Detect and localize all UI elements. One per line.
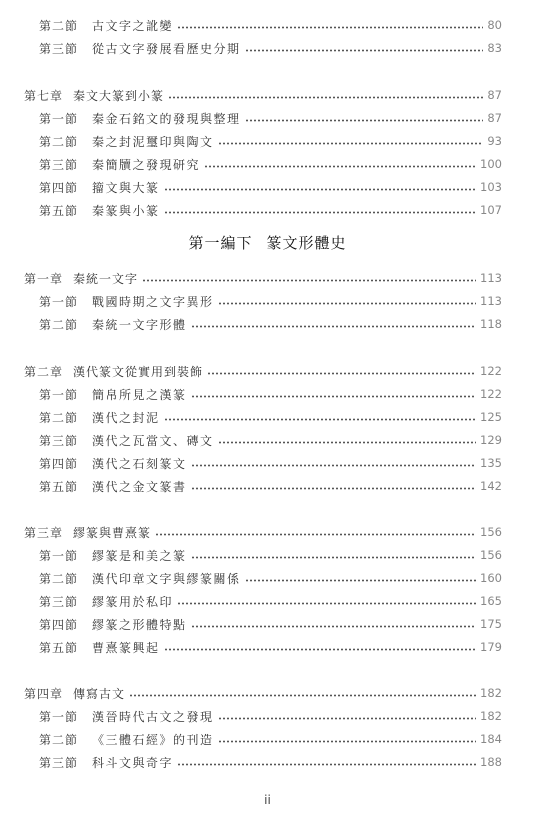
toc-section-entry (39, 407, 502, 427)
toc-entry-page-number: 179 (480, 640, 502, 654)
toc-entry-page-number: 80 (487, 18, 502, 32)
toc-section-entry (39, 752, 502, 772)
toc-entry-number: 第二節 (39, 134, 79, 149)
toc-entry-page-number: 87 (487, 88, 502, 102)
toc-entry-title: 古文字之訛變 (92, 18, 174, 33)
toc-dot-leader (164, 211, 477, 214)
toc-entry-title: 漢代之封泥 (92, 410, 160, 425)
toc-dot-leader (218, 717, 477, 720)
toc-dot-leader (164, 188, 477, 191)
toc-entry-page-number: 125 (480, 410, 502, 424)
toc-section-entry (39, 453, 502, 473)
toc-section-entry (39, 177, 502, 197)
toc-entry-title: 科斗文與奇字 (92, 755, 174, 770)
toc-dot-leader (177, 763, 476, 766)
toc-entry-number: 第二節 (39, 410, 79, 425)
toc-entry-number: 第五節 (39, 640, 79, 655)
toc-chapter-entry (24, 85, 502, 105)
toc-entry-number: 第二節 (39, 317, 79, 332)
toc-dot-leader (191, 395, 477, 398)
toc-section-entry (39, 154, 502, 174)
toc-dot-leader (177, 602, 476, 605)
toc-dot-leader (218, 142, 484, 145)
toc-entry-number: 第三章 (24, 525, 64, 540)
part-heading-part: 第一編下 (188, 234, 253, 252)
page-folio: ii (264, 793, 271, 807)
toc-section-entry (39, 131, 502, 151)
toc-entry-page-number: 100 (480, 157, 502, 171)
toc-entry-page-number: 156 (480, 548, 502, 562)
toc-section-entry (39, 637, 502, 657)
toc-section-entry (39, 314, 502, 334)
toc-dot-leader (245, 579, 477, 582)
toc-entry-title: 漢代之石刻篆文 (92, 456, 187, 471)
toc-entry-title: 繆篆與曹熹篆 (73, 525, 152, 540)
toc-entry-title: 秦統一文字形體 (92, 317, 187, 332)
toc-entry-page-number: 175 (480, 617, 502, 631)
toc-entry-title: 曹熹篆興起 (92, 640, 160, 655)
toc-section-entry (39, 430, 502, 450)
toc-entry-number: 第三節 (39, 594, 79, 609)
toc-entry-number: 第一節 (39, 548, 79, 563)
toc-entry-page-number: 184 (480, 732, 502, 746)
toc-entry-number: 第四章 (24, 686, 64, 701)
toc-chapter-entry (24, 268, 502, 288)
toc-entry-page-number: 107 (480, 203, 502, 217)
toc-entry-title: 繆篆用於私印 (92, 594, 174, 609)
toc-entry-title: 《三體石經》的刊造 (92, 732, 214, 747)
toc-section-entry (39, 568, 502, 588)
toc-section-entry (39, 291, 502, 311)
toc-entry-title: 漢代篆文從實用到裝飾 (73, 364, 204, 379)
toc-entry-number: 第二節 (39, 18, 79, 33)
part-heading (0, 232, 535, 256)
toc-entry-number: 第二章 (24, 364, 64, 379)
toc-dot-leader (164, 418, 477, 421)
toc-entry-title: 秦統一文字 (73, 271, 139, 286)
toc-entry-page-number: 129 (480, 433, 502, 447)
toc-dot-leader (177, 26, 483, 29)
toc-dot-leader (191, 325, 477, 328)
toc-entry-title: 繆篆之形體特點 (92, 617, 187, 632)
toc-entry-title: 漢代之瓦當文、磚文 (92, 433, 214, 448)
toc-dot-leader (155, 533, 476, 536)
toc-entry-page-number: 93 (487, 134, 502, 148)
toc-entry-title: 繆篆是和美之篆 (92, 548, 187, 563)
toc-section-entry (39, 108, 502, 128)
toc-entry-title: 簡帛所見之漢篆 (92, 387, 187, 402)
toc-entry-page-number: 156 (480, 525, 502, 539)
toc-entry-title: 漢代之金文篆書 (92, 479, 187, 494)
toc-entry-number: 第三節 (39, 433, 79, 448)
toc-chapter-entry (24, 683, 502, 703)
toc-entry-number: 第二節 (39, 732, 79, 747)
toc-entry-number: 第一節 (39, 709, 79, 724)
toc-entry-page-number: 160 (480, 571, 502, 585)
toc-entry-page-number: 122 (480, 387, 502, 401)
toc-entry-title: 秦之封泥璽印與陶文 (92, 134, 214, 149)
toc-entry-number: 第三節 (39, 755, 79, 770)
toc-entry-page-number: 113 (480, 271, 502, 285)
toc-section-entry (39, 476, 502, 496)
toc-section-entry (39, 15, 502, 35)
toc-entry-page-number: 122 (480, 364, 502, 378)
toc-dot-leader (129, 694, 476, 697)
toc-section-entry (39, 384, 502, 404)
toc-entry-number: 第四節 (39, 456, 79, 471)
toc-dot-leader (191, 464, 477, 467)
toc-dot-leader (245, 49, 484, 52)
toc-dot-leader (207, 372, 476, 375)
toc-entry-number: 第一節 (39, 111, 79, 126)
toc-entry-page-number: 113 (480, 294, 502, 308)
toc-entry-title: 秦篆與小篆 (92, 203, 160, 218)
toc-entry-number: 第一章 (24, 271, 64, 286)
toc-entry-title: 漢代印章文字與繆篆關係 (92, 571, 241, 586)
toc-entry-page-number: 135 (480, 456, 502, 470)
toc-entry-number: 第四節 (39, 617, 79, 632)
toc-entry-title: 秦金石銘文的發現與整理 (92, 111, 241, 126)
toc-dot-leader (218, 740, 477, 743)
toc-chapter-entry (24, 361, 502, 381)
toc-entry-number: 第二節 (39, 571, 79, 586)
toc-entry-page-number: 142 (480, 479, 502, 493)
toc-entry-number: 第三節 (39, 157, 79, 172)
toc-dot-leader (191, 556, 477, 559)
toc-section-entry (39, 614, 502, 634)
toc-dot-leader (245, 119, 484, 122)
toc-entry-number: 第七章 (24, 88, 64, 103)
toc-section-entry (39, 545, 502, 565)
toc-dot-leader (164, 648, 477, 651)
toc-section-entry (39, 729, 502, 749)
toc-dot-leader (204, 165, 476, 168)
toc-entry-title: 漢晉時代古文之發現 (92, 709, 214, 724)
toc-dot-leader (218, 441, 477, 444)
toc-entry-page-number: 103 (480, 180, 502, 194)
toc-dot-leader (191, 625, 477, 628)
toc-entry-title: 戰國時期之文字異形 (92, 294, 214, 309)
toc-entry-page-number: 182 (480, 686, 502, 700)
toc-chapter-entry (24, 522, 502, 542)
toc-entry-page-number: 165 (480, 594, 502, 608)
toc-entry-page-number: 118 (480, 317, 502, 331)
toc-entry-title: 傳寫古文 (73, 686, 126, 701)
toc-entry-number: 第一節 (39, 387, 79, 402)
toc-entry-page-number: 188 (480, 755, 502, 769)
toc-entry-number: 第一節 (39, 294, 79, 309)
toc-entry-page-number: 182 (480, 709, 502, 723)
toc-dot-leader (218, 302, 477, 305)
toc-dot-leader (168, 96, 483, 99)
toc-entry-title: 秦簡牘之發現研究 (92, 157, 201, 172)
toc-entry-title: 從古文字發展看歷史分期 (92, 41, 241, 56)
toc-section-entry (39, 706, 502, 726)
toc-entry-title: 籀文與大篆 (92, 180, 160, 195)
toc-dot-leader (191, 487, 477, 490)
toc-dot-leader (142, 279, 476, 282)
toc-entry-number: 第三節 (39, 41, 79, 56)
part-heading-title: 篆文形體史 (266, 234, 347, 252)
toc-entry-page-number: 87 (487, 111, 502, 125)
toc-entry-number: 第四節 (39, 180, 79, 195)
toc-entry-number: 第五節 (39, 203, 79, 218)
toc-entry-title: 秦文大篆到小篆 (73, 88, 165, 103)
toc-entry-number: 第五節 (39, 479, 79, 494)
toc-section-entry (39, 38, 502, 58)
toc-entry-page-number: 83 (487, 41, 502, 55)
toc-section-entry (39, 591, 502, 611)
toc-section-entry (39, 200, 502, 220)
